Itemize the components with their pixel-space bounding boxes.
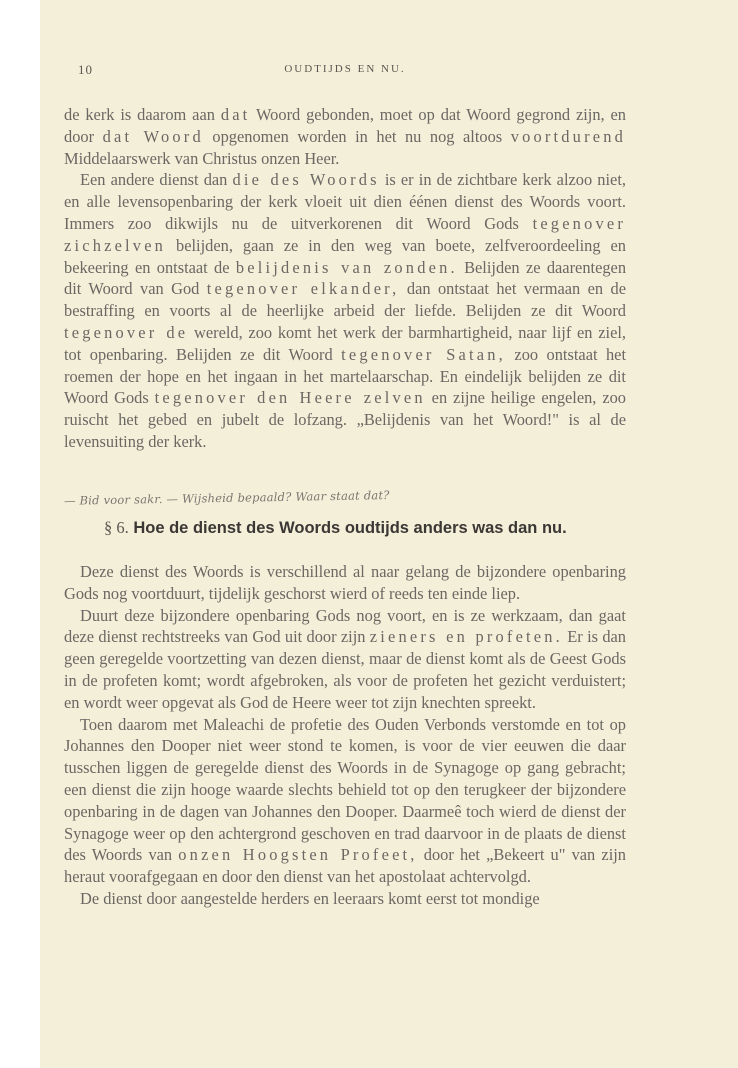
- spaced-emphasis: belijdenis van zonden.: [235, 257, 458, 277]
- spaced-emphasis: tegenover den Heere zelven: [154, 388, 426, 408]
- paragraph: Duurt deze bijzondere openbaring Gods nog voort, en is ze werkzaam, dan gaat deze dienst rechtstreeks van God uit door zijn zieners en profeten. Er is dan geen geregelde voortzetting van dezen dienst, maar de dienst komt als de Geest Gods in de profeten komt; wordt afgebroken, als voor de profeten het gezicht verduistert; en wordt weer opgevat als God de Heere weer tot zijn knechten spreekt.: [64, 605, 626, 712]
- spaced-emphasis: tegenover elkander,: [206, 279, 400, 299]
- spaced-emphasis: zieners en profeten.: [369, 627, 563, 647]
- spaced-emphasis: tegenover zichzelven: [64, 213, 626, 255]
- section-title: Hoe de dienst des Woords oudtijds anders was dan nu.: [133, 519, 567, 537]
- handwritten-annotation: — Bid voor sakr. — Wijsheid bepaald? Waar staat dat?: [63, 488, 390, 508]
- body-text-bottom: [64, 561, 626, 910]
- spaced-emphasis: die des Woords: [232, 170, 380, 190]
- paragraph: Een andere dienst dan die des Woords is er in de zichtbare kerk alzoo niet, en alle levensopenbaring der kerk vloeit uit dien éénen dienst des Woords voort. Immers zoo dikwijls nu de uitverkorenen dit Woord Gods tegenover zichzelven belijden, gaan ze in den weg van boete, zelfveroordeeling en bekeering en ontstaat de belijdenis van zonden. Belijden ze daarentegen dit Woord van God tegenover elkander, dan ontstaat het vermaan en de bestraffing en voorts al de heerlijke arbeid der liefde. Belijden ze dit Woord tegenover de wereld, zoo komt het werk der barmhartigheid, naar lijf en ziel, tot openbaring. Belijden ze dit Woord tegenover Satan, zoo ontstaat het roemen der hope en het ingaan in het martelaarschap. En eindelijk belijden ze dit Woord Gods tegenover den Heere zelven en zijne heilige engelen, zoo ruischt het gebed en jubelt de lofzang. „Belijdenis van het Woord!" is al de levensuiting der kerk.: [64, 170, 627, 451]
- spaced-emphasis: dat: [220, 105, 251, 124]
- section-number: § 6.: [104, 518, 129, 537]
- paragraph: Deze dienst des Woords is verschillend al naar gelang de bijzondere openbaring Gods nog voortduurt, tijdelijk geschorst wierd of reeds ten einde liep.: [64, 562, 626, 603]
- page-header: [60, 62, 630, 82]
- spaced-emphasis: onzen Hoogsten Profeet,: [178, 845, 418, 865]
- paragraph: De dienst door aangestelde herders en leeraars komt eerst tot mondige: [80, 888, 540, 908]
- spaced-emphasis: tegenover Satan,: [341, 344, 506, 364]
- spaced-emphasis: voortdurend: [510, 126, 626, 146]
- page-number: 10: [78, 62, 93, 77]
- running-title: OUDTIJDS EN NU.: [284, 63, 406, 75]
- spaced-emphasis: dat Woord: [102, 126, 204, 146]
- paragraph-continued: de kerk is daarom aan dat Woord gebonden, moet op dat Woord gegrond zijn, en door dat Woord opgenomen worden in het nu nog altoos voortdurend Middelaarswerk van Christus onzen Heer.: [64, 105, 626, 168]
- paragraph: Toen daarom met Maleachi de profetie des Ouden Verbonds verstomde en tot op Johannes den Dooper niet weer stond te komen, is voor de vier eeuwen die daar tusschen liggen de geregelde dienst des Woords in de Synagoge op gang gebracht; een dienst die zijn hooge waarde slechts behield tot op den terugkeer der bijzondere openbaring in de dagen van Johannes den Dooper. Daarmeê toch wierd de dienst der Synagoge weer op den achtergrond geschoven en trad daarvoor in de plaats de dienst des Woords van onzen Hoogsten Profeet, door het „Bekeert u" van zijn heraut voorafgegaan en door den dienst van het apostolaat achtervolgd.: [64, 714, 626, 887]
- body-text-top: [64, 104, 626, 453]
- spaced-emphasis: tegenover de: [64, 322, 189, 342]
- section-heading: [104, 518, 664, 538]
